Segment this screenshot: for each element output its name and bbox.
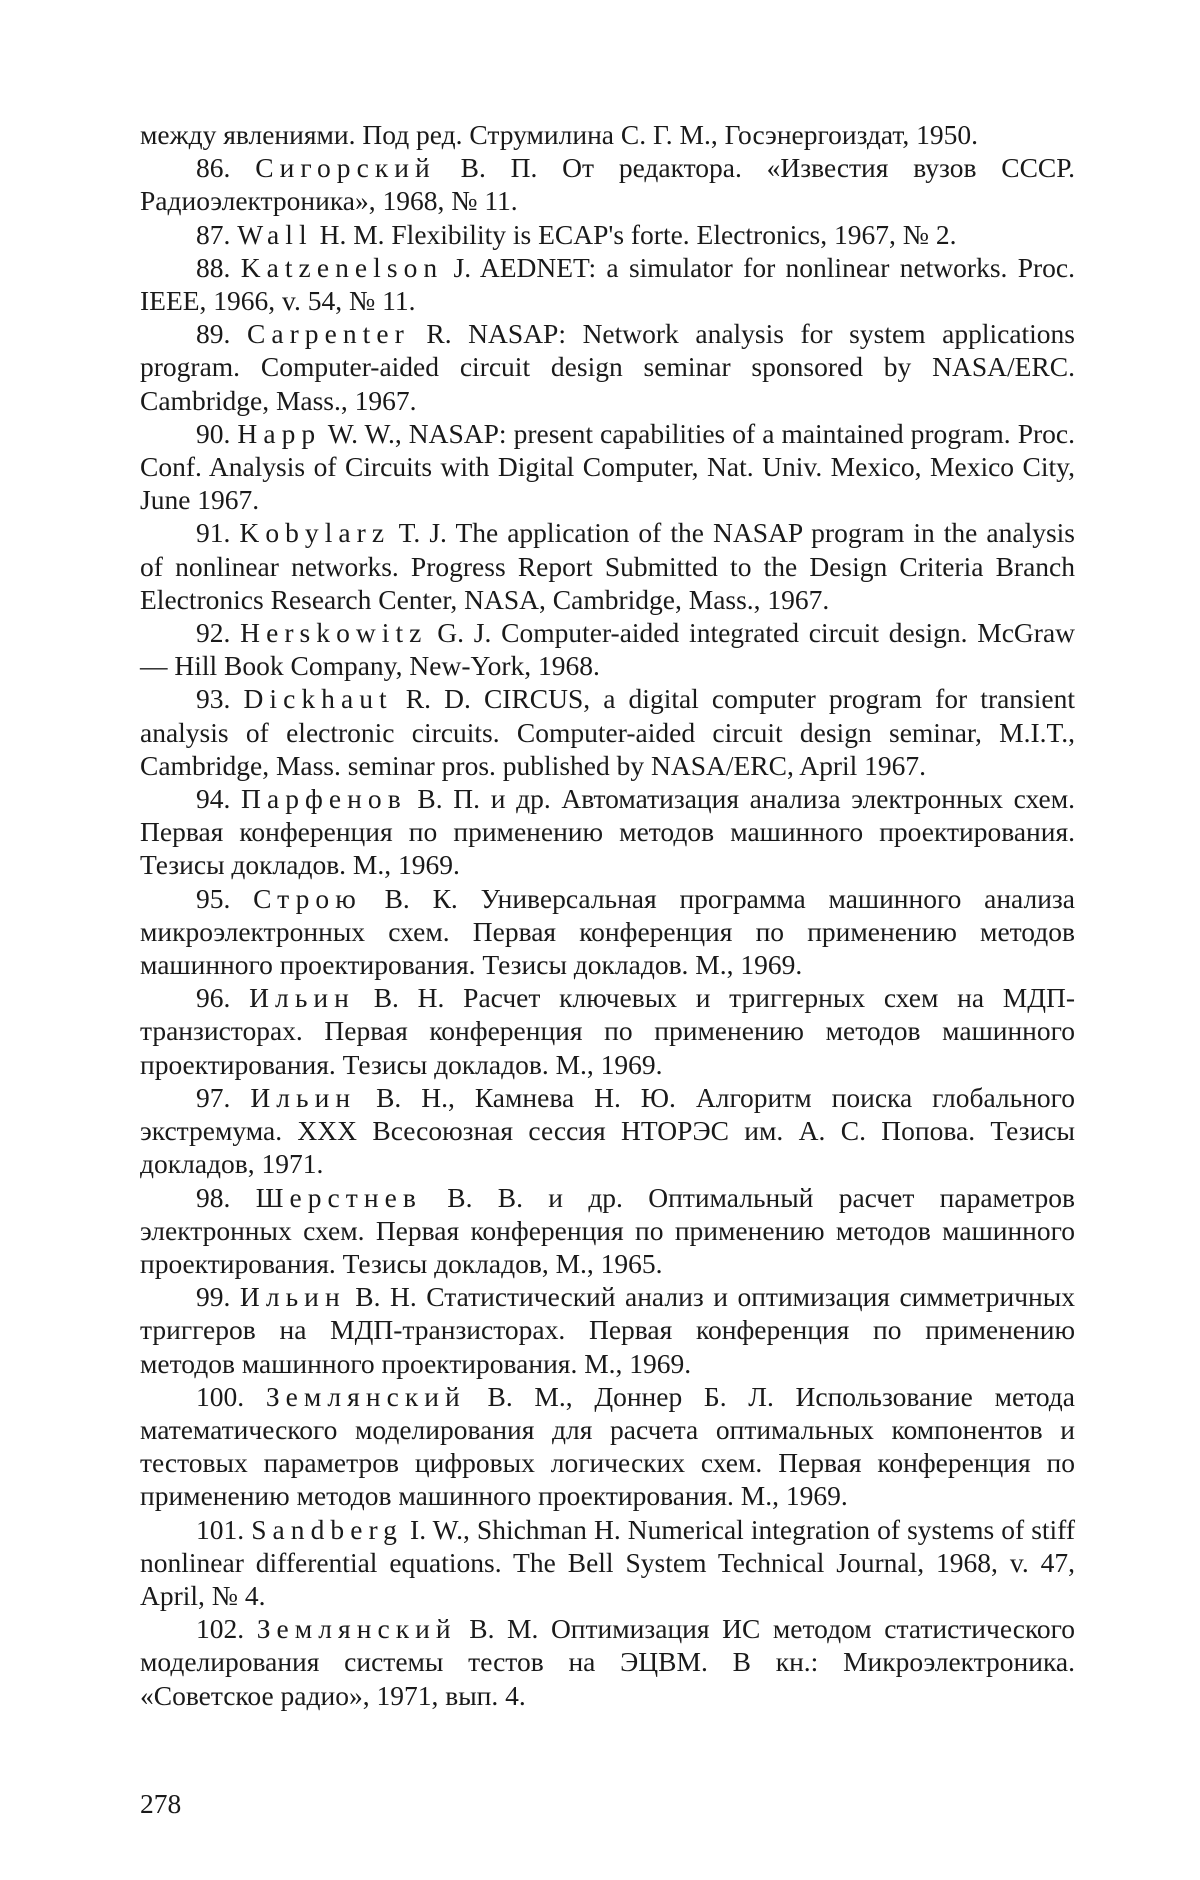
reference-text: G. J. Computer-aided integrated circuit design. McGraw — Hill Book Company, New-York, 1968. xyxy=(140,617,1076,682)
reference-author: Carpenter xyxy=(246,318,410,350)
reference-author: Happ xyxy=(237,417,322,449)
reference-number: 90. xyxy=(196,417,231,449)
reference-author: Herskowitz xyxy=(240,617,428,649)
reference-author: Sandberg xyxy=(251,1513,403,1545)
reference-text: В. П. От редактора. «Известия вузов СССР. Радиоэлектроника», 1968, № 11. xyxy=(140,152,1076,217)
reference-98 xyxy=(140,1181,1075,1281)
reference-94 xyxy=(140,782,1075,882)
reference-100 xyxy=(140,1380,1075,1513)
reference-author: Ильин xyxy=(250,1081,357,1113)
reference-text: В. К. Универсальная программа машинного анализа микроэлектронных схем. Первая конференция по применению методов машинного проектирования. Тезисы докладов. М., 1969. xyxy=(140,882,1075,981)
reference-102 xyxy=(140,1612,1075,1712)
reference-number: 97. xyxy=(196,1081,231,1113)
reference-author: Строю xyxy=(253,882,362,914)
reference-author: Katzenelson xyxy=(240,251,444,283)
reference-text: В. В. и др. Оптимальный расчет параметров электронных схем. Первая конференция по применению методов машинного проектирования. Тезисы докладов, М., 1965. xyxy=(140,1181,1076,1279)
reference-author: Шерстнев xyxy=(255,1181,422,1213)
reference-author: Землянский xyxy=(265,1380,466,1412)
reference-author: Ильин xyxy=(249,982,355,1014)
reference-list-page xyxy=(140,118,1075,1858)
reference-87 xyxy=(140,218,1075,251)
reference-author: Kobylarz xyxy=(239,517,391,549)
reference-number: 100. xyxy=(196,1380,245,1412)
reference-96 xyxy=(140,981,1075,1081)
reference-86 xyxy=(140,151,1075,217)
reference-text: В. Н. Статистический анализ и оптимизация симметричных триггеров на МДП-транзисторах. Первая конференция по применению методов машинного проектирования. М., 1969. xyxy=(140,1281,1075,1379)
reference-author: Землянский xyxy=(256,1613,457,1645)
reference-text: H. M. Flexibility is ECAP's forte. Electronics, 1967, № 2. xyxy=(312,218,957,250)
reference-number: 89. xyxy=(196,318,231,350)
reference-text: В. М., Доннер Б. Л. Использование метода математического моделирования для расчета оптимальных компонентов и тестовых параметров цифровых логических схем. Первая конференция по применению методов машинного проектирования. М., 1969. xyxy=(140,1380,1075,1512)
reference-text: T. J. The application of the NASAP program in the analysis of nonlinear networks. Progress Report Submitted to the Design Criteria Branch Electronics Research Center, NASA, Cambridge, Mass., 1967. xyxy=(140,517,1075,615)
reference-text: W. W., NASAP: present capabilities of a maintained program. Proc. Conf. Analysis of Circuits with Digital Computer, Nat. Univ. Mexico, Mexico City, June 1967. xyxy=(140,417,1075,516)
reference-text: J. AEDNET: a simulator for nonlinear networks. Proc. IEEE, 1966, v. 54, № 11. xyxy=(140,251,1076,317)
reference-number: 102. xyxy=(196,1613,245,1645)
reference-number: 99. xyxy=(196,1281,231,1313)
reference-number: 96. xyxy=(196,982,231,1014)
reference-number: 95. xyxy=(196,882,231,914)
reference-text: В. П. и др. Автоматизация анализа электронных схем. Первая конференция по применению методов машинного проектирования. Тезисы докладов. М., 1969. xyxy=(140,783,1075,881)
reference-author: Wall xyxy=(237,218,313,250)
reference-number: 87. xyxy=(196,218,231,250)
reference-author: Ильин xyxy=(239,1281,346,1313)
reference-number: 98. xyxy=(196,1181,231,1213)
reference-number: 93. xyxy=(196,683,231,715)
reference-text: В. Н. Расчет ключевых и триггерных схем на МДП-транзисторах. Первая конференция по применению методов машинного проектирования. Тезисы докладов. М., 1969. xyxy=(140,982,1076,1080)
reference-99 xyxy=(140,1280,1075,1380)
reference-author: Dickhaut xyxy=(243,683,393,715)
reference-93 xyxy=(140,682,1075,782)
reference-91 xyxy=(140,516,1075,616)
reference-number: 91. xyxy=(196,517,231,549)
reference-95 xyxy=(140,882,1075,982)
reference-text: В. М. Оптимизация ИС методом статистического моделирования системы тестов на ЭЦВМ. В кн.: Микроэлектроника. «Советское радио», 1971, вып. 4. xyxy=(140,1613,1075,1711)
reference-author: Сигорский xyxy=(255,152,436,184)
reference-text: R. D. CIRCUS, a digital computer program for transient analysis of electronic circuits. Computer-aided circuit design seminar, M.I.T., Cambridge, Mass. seminar pros. published by NASA/ERC, April 1967. xyxy=(140,683,1075,781)
reference-number: 101. xyxy=(196,1513,245,1545)
reference-number: 92. xyxy=(196,617,231,649)
reference-text: R. NASAP: Network analysis for system applications program. Computer-aided circuit design seminar sponsored by NASA/ERC. Cambridge, Mass., 1967. xyxy=(140,318,1076,416)
reference-text: В. Н., Камнева Н. Ю. Алгоритм поиска глобального экстремума. XXX Всесоюзная сессия НТОРЭС им. А. С. Попова. Тезисы докладов, 1971. xyxy=(140,1081,1076,1180)
reference-89 xyxy=(140,317,1075,417)
reference-90 xyxy=(140,417,1075,517)
reference-number: 94. xyxy=(196,783,231,815)
reference-88 xyxy=(140,251,1075,317)
reference-number: 86. xyxy=(196,152,231,184)
reference-author: Парфенов xyxy=(241,783,407,815)
reference-97 xyxy=(140,1081,1075,1181)
page-number: 278 xyxy=(140,1788,182,1819)
reference-92 xyxy=(140,616,1075,682)
reference-continuation: между явлениями. Под ред. Струмилина С. Г. М., Госэнергоиздат, 1950. xyxy=(140,119,978,150)
reference-number: 88. xyxy=(196,251,231,283)
reference-101 xyxy=(140,1513,1075,1613)
reference-text: I. W., Shichman H. Numerical integration of systems of stiff nonlinear differential equations. The Bell System Technical Journal, 1968, v. 47, April, № 4. xyxy=(140,1513,1076,1611)
